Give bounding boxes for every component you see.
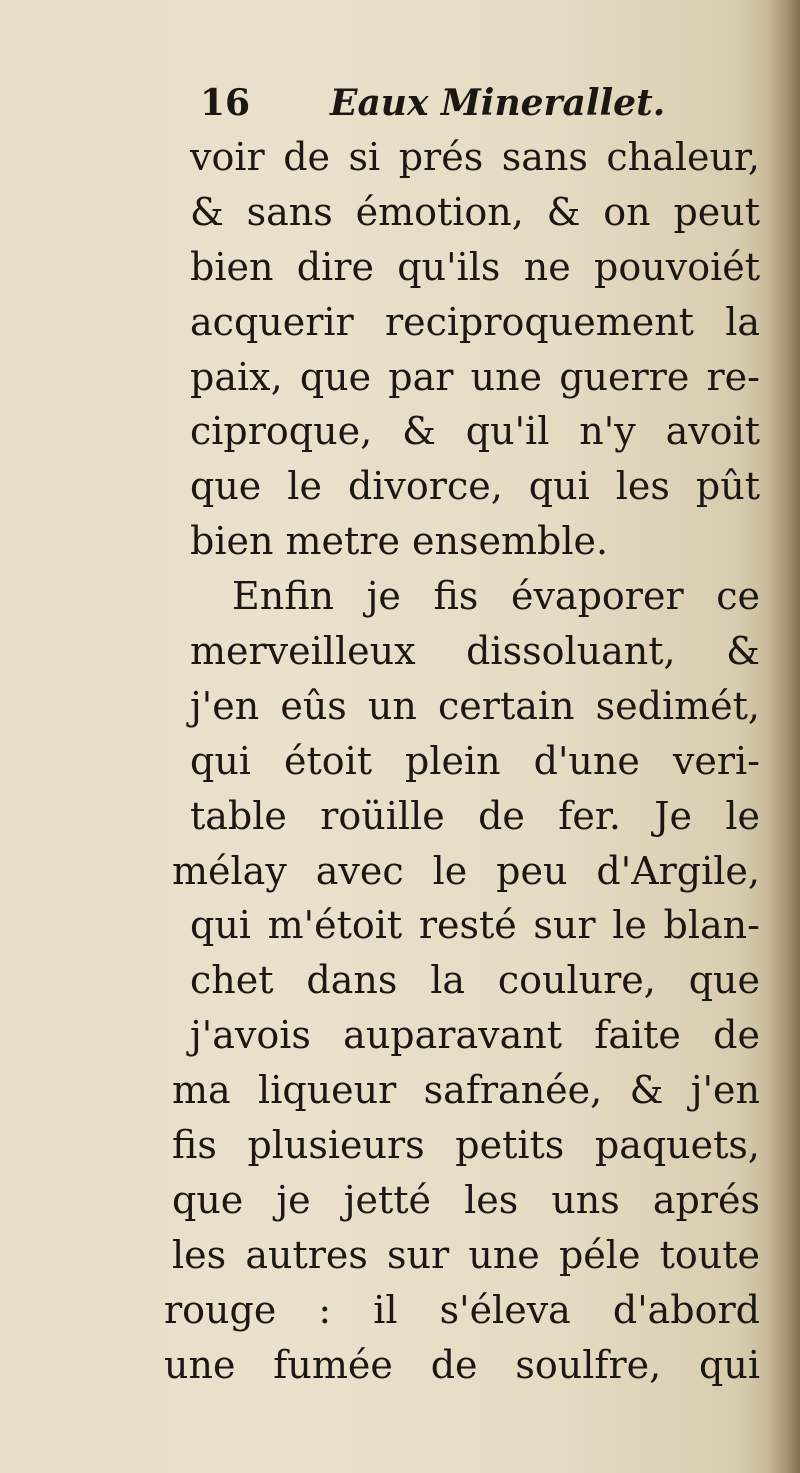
text-line: chet dans la coulure, que — [190, 958, 760, 1003]
text-line: & sans émotion, & on peut — [190, 189, 760, 234]
text-line: voir de si prés sans chaleur, — [190, 135, 760, 179]
text-line: mélay avec le peu d'Argile, — [172, 848, 760, 893]
text-line: j'avois auparavant faite de — [190, 1013, 760, 1058]
text-line: merveilleux dissoluant, & — [190, 629, 760, 674]
text-line: que je jetté les uns aprés — [172, 1177, 760, 1222]
text-line: acquerir reciproquement la — [190, 299, 760, 344]
gutter-shadow — [766, 0, 800, 1473]
text-line: ma liqueur safranée, & j'en — [172, 1068, 760, 1113]
page-header — [200, 78, 680, 128]
text-line: table roüille de fer. Je le — [190, 793, 760, 838]
text-line: j'en eûs un certain sedimét, — [190, 683, 760, 728]
text-line: rouge : il s'éleva d'abord — [164, 1287, 760, 1332]
page-number: 16 — [200, 82, 251, 124]
text-line: paix, que par une guerre re- — [190, 354, 760, 399]
text-line: une fumée de soulfre, qui — [164, 1342, 760, 1387]
text-line: fis plusieurs petits paquets, — [172, 1123, 760, 1168]
text-line: ciproque, & qu'il n'y avoit — [190, 409, 760, 454]
text-line: qui étoit plein d'une veri- — [190, 738, 760, 783]
text-line: les autres sur une péle toute — [172, 1232, 760, 1277]
body-text — [160, 130, 760, 1392]
text-line: bien metre ensemble. — [190, 519, 609, 564]
paragraph-first-line: Enfin je fis évaporer ce — [232, 574, 760, 619]
text-line: bien dire qu'ils ne pouvoiét — [190, 244, 760, 289]
running-title: Eaux Minerallet. — [330, 82, 666, 124]
text-line: qui m'étoit resté sur le blan- — [190, 903, 760, 948]
text-line: que le divorce, qui les pût — [190, 464, 760, 509]
